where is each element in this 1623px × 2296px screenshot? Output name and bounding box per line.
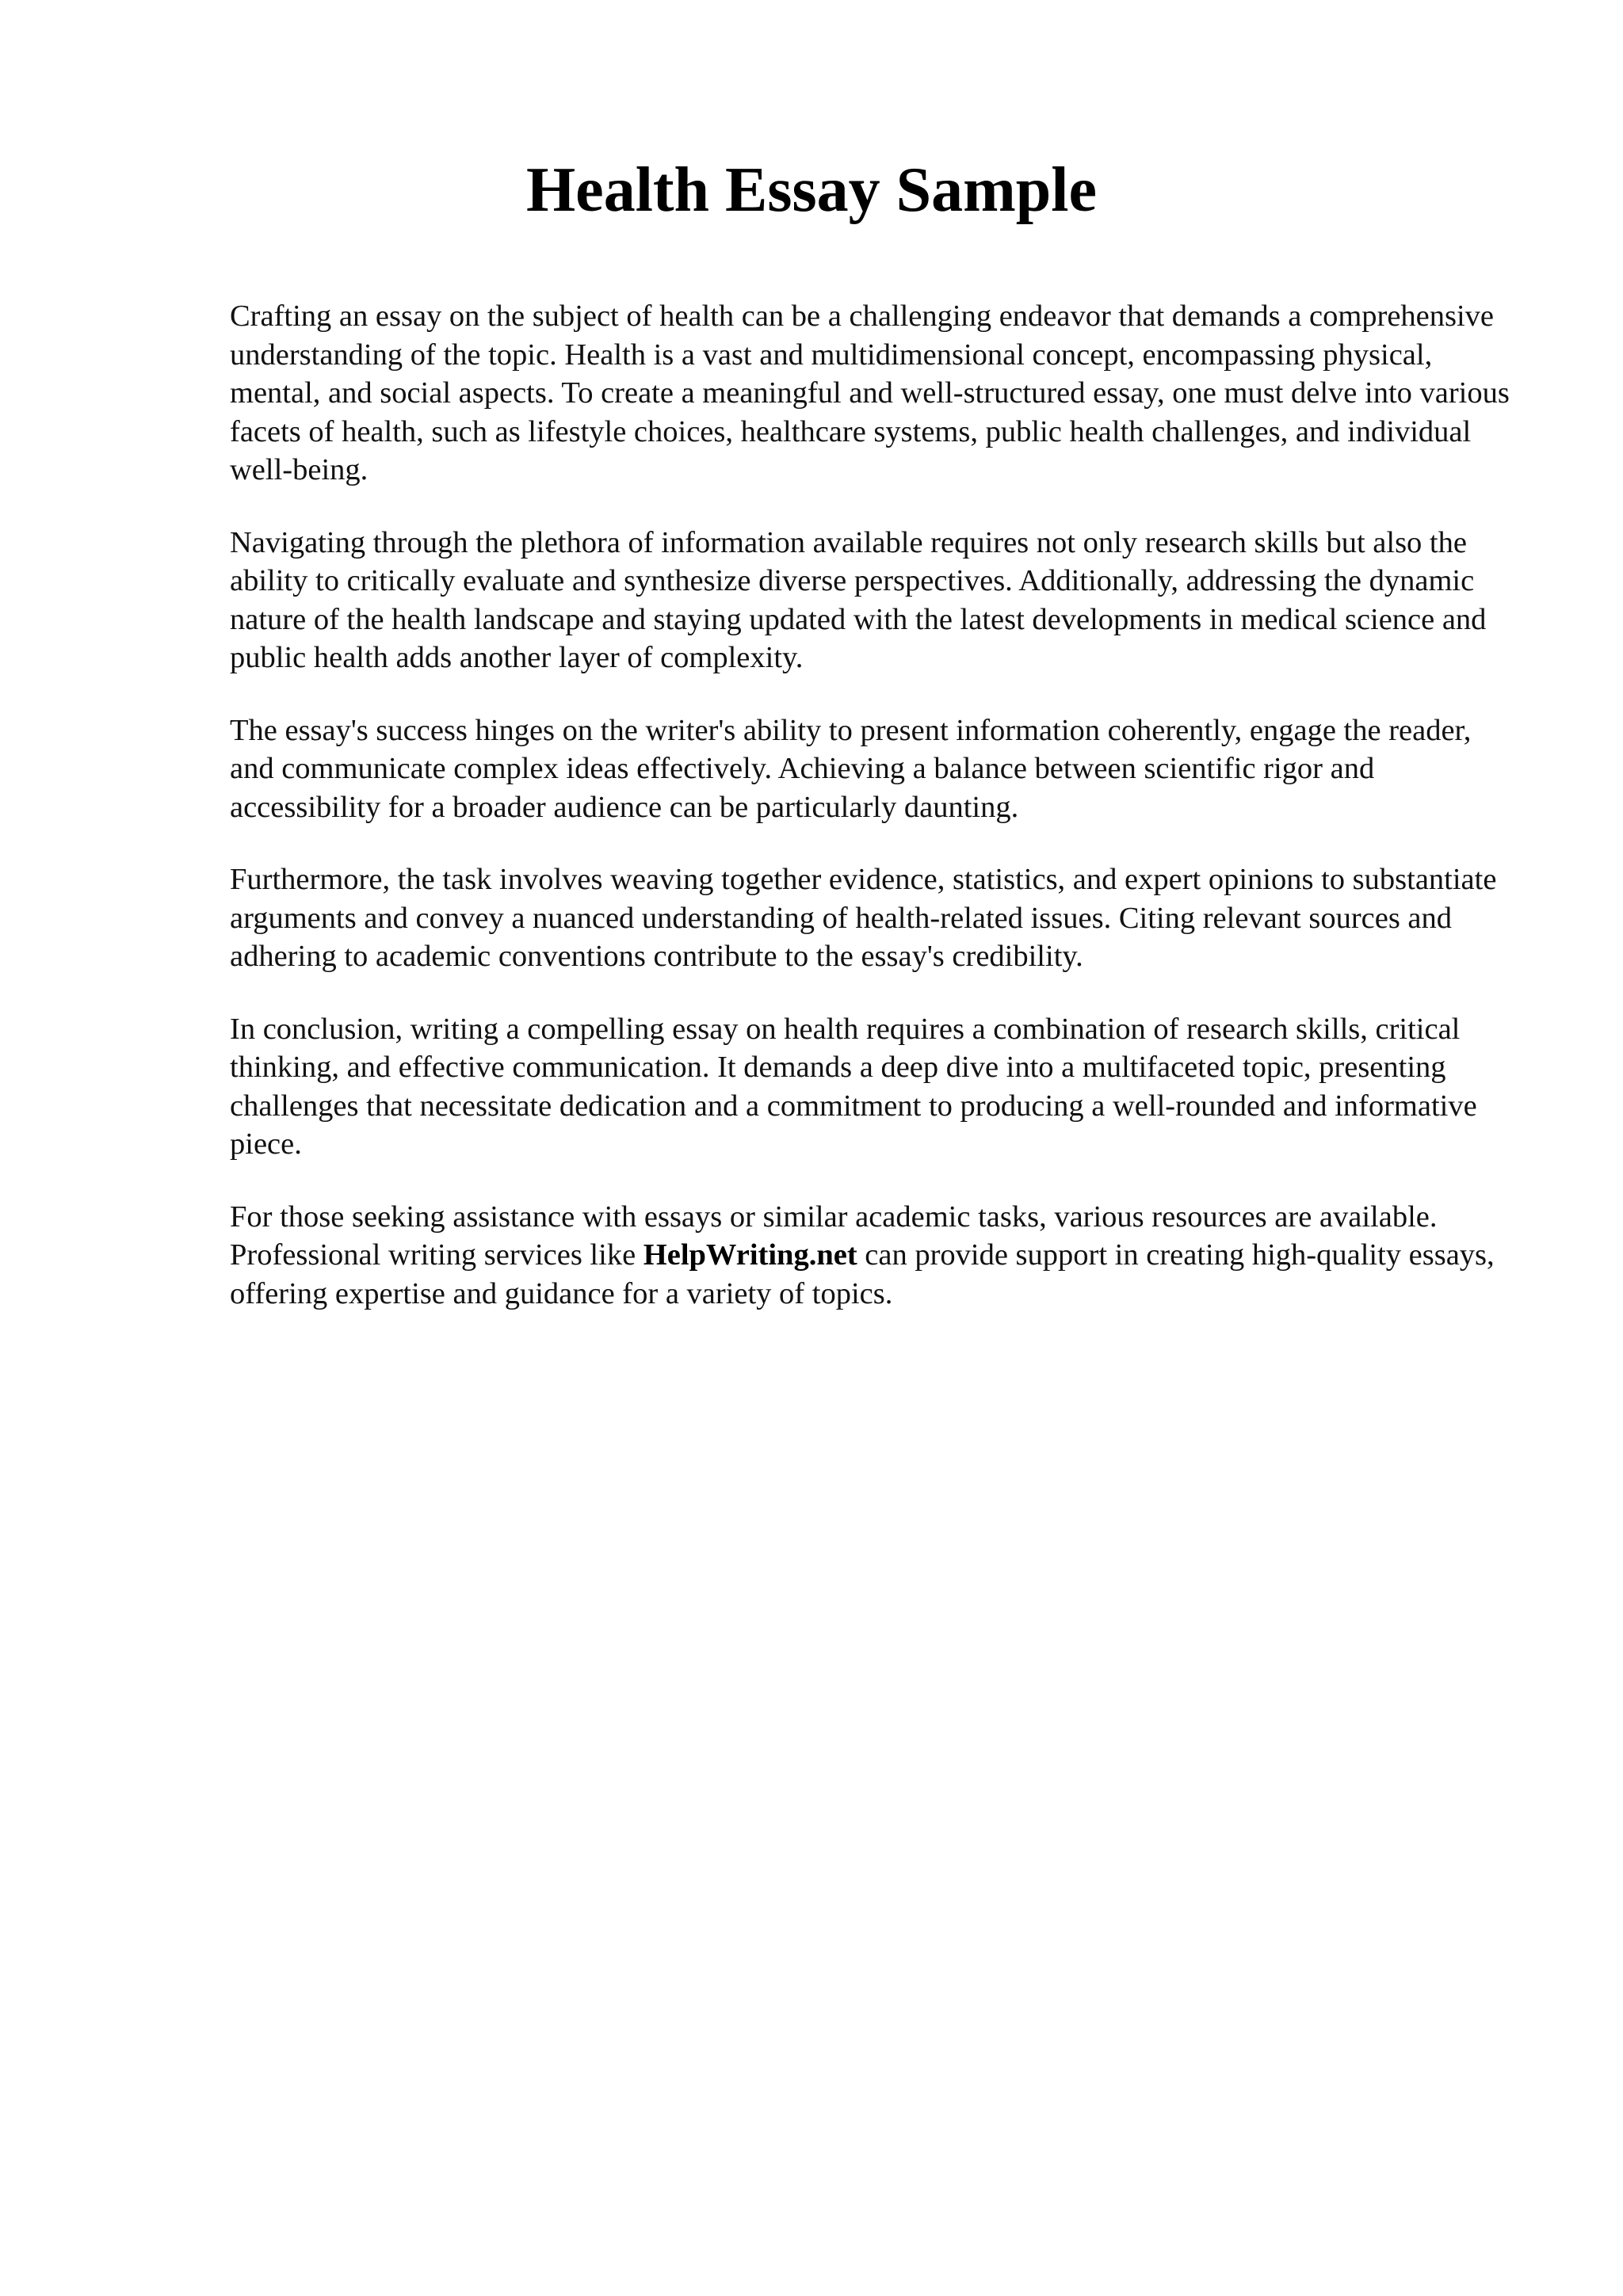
paragraph-closing	[230, 1198, 1514, 1314]
closing-text-after: can provide support in creating high-quality essays, offering expertise and guidance for a variety of topics.	[230, 1238, 1495, 1310]
closing-text-before: For those seeking assistance with essays or similar academic tasks, various resources are available. Professional writing services like	[230, 1199, 1438, 1272]
paragraph-2: Navigating through the plethora of information available requires not only research skills but also the ability to critically evaluate and synthesize diverse perspectives. Additionally, addressing the dynamic nature of the health landscape and staying updated with the latest developments in medical science and public health adds another layer of complexity.	[230, 525, 1487, 674]
document-title: Health Essay Sample	[525, 155, 1098, 225]
paragraph-3: The essay's success hinges on the writer's ability to present information coherently, engage the reader, and communicate complex ideas effectively. Achieving a balance between scientific rigor and accessibility for a broader audience can be particularly daunting.	[230, 713, 1472, 824]
paragraph-4: Furthermore, the task involves weaving together evidence, statistics, and expert opinions to substantiate arguments and convey a nuanced understanding of health-related issues. Citing relevant sources and adhering to academic conventions contribute to the essay's credibility.	[230, 863, 1497, 973]
document-body	[230, 297, 1514, 1347]
brand-name: HelpWriting.net	[643, 1238, 857, 1272]
paragraph-1: Crafting an essay on the subject of health can be a challenging endeavor that demands a comprehensive understanding of the topic. Health is a vast and multidimensional concept, encompassing physical, mental, and social aspects. To create a meaningful and well-structured essay, one must delve into various facets of health, such as lifestyle choices, healthcare systems, public health challenges, and individual well-being.	[230, 299, 1510, 486]
paragraph-5: In conclusion, writing a compelling essay on health requires a combination of research skills, critical thinking, and effective communication. It demands a deep dive into a multifaceted topic, presenting challenges that necessitate dedication and a commitment to producing a well-rounded and informative piece.	[230, 1012, 1477, 1161]
